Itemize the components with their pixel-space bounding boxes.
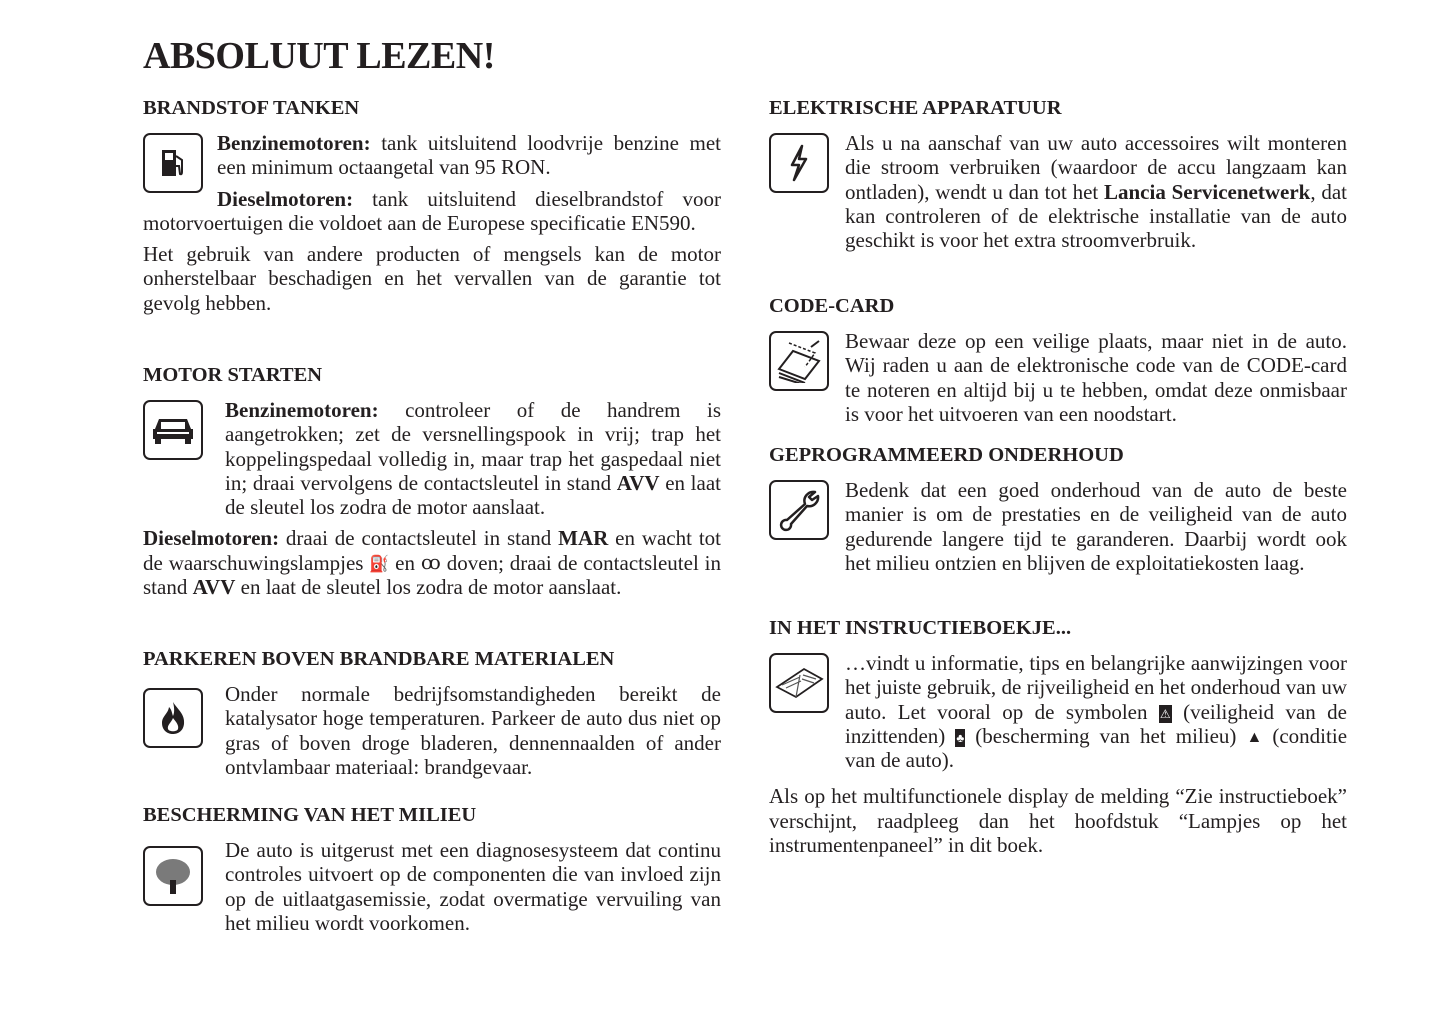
section-heading: MOTOR STARTEN [143, 364, 323, 386]
section-heading: BESCHERMING VAN HET MILIEU [143, 804, 477, 826]
section-electrical: ELEKTRISCHE APPARATUUR Als u na aanschaf van uw auto accessoires wilt monteren die stroom verbruiken (waardoor de accu langzaam kan ontladen), wendt u dan tot het Lancia Servicenetwerk, dat kan controleren of de elektrische installatie van de auto geschikt is voor het extra stroomverbruik. [769, 97, 1348, 253]
fuel-pump-icon [143, 133, 203, 193]
section-heading: BRANDSTOF TANKEN [143, 97, 360, 119]
section-code-card: CODE-CARD Bewaar deze op een veilige plaats, maar niet in de auto. Wij raden u aan de elektronische code van de CODE-card te noteren en altijd bij u te hebben, omdat deze onmisbaar is voor het uitvoeren van een noodstart. [769, 295, 1347, 426]
section-heading: IN HET INSTRUCTIEBOEKJE... [769, 617, 1072, 639]
section-environment: BESCHERMING VAN HET MILIEU De auto is uitgerust met een diagnosesysteem dat continu controles uitvoert op de componenten die van invloed zijn op de uitlaatgasemissie, zodat overmatige vervuiling van het milieu wordt voorkomen. [143, 804, 721, 935]
page-title: ABSOLUUT LEZEN! [143, 35, 495, 77]
environment-tree-icon: ♣ [956, 730, 965, 745]
tree-icon [143, 846, 203, 906]
car-condition-icon: ▲ [1246, 728, 1263, 746]
preheat-coil-icon: ꝏ [420, 551, 441, 574]
section-start: MOTOR STARTEN Benzinemotoren: controleer of de handrem is aangetrokken; zet de versnellingspook in vrij; trap het koppelingspedaal volledig in, maar trap het gaspedaal niet in; draai vervolgens de contactsleutel in stand AVV en laat de sleutel los zodra de motor aanslaat. Dieselmotoren: draai de contactsleutel in stand MAR en wacht tot de waarschuwingslampjes ⛽ en ꝏ doven; draai de contactsleutel in stand AVV en laat de sleutel los zodra de motor aanslaat. [143, 364, 722, 600]
section-heading: PARKEREN BOVEN BRANDBARE MATERIALEN [143, 648, 615, 670]
section-fuel: BRANDSTOF TANKEN Benzinemotoren: tank uitsluitend loodvrije benzine met een minimum octaangetal van 95 RON. Dieselmotoren: tank uitsluitend dieselbrandstof voor motorvoertuigen die voldoet aan de Europese specificatie EN590. Het gebruik van andere producten of mengsels kan de motor onherstelbaar beschadigen en het vervallen van de garantie tot gevolg hebben. [143, 97, 721, 315]
section-heading: GEPROGRAMMEERD ONDERHOUD [769, 444, 1124, 466]
safety-warning-icon: ⚠ [1159, 706, 1171, 721]
section-parking: PARKEREN BOVEN BRANDBARE MATERIALEN Onder normale bedrijfsomstandigheden bereikt de katalysator hoge temperaturen. Parkeer de auto dus niet op gras of boven droge bladeren, dennennaalden of ander ontvlambaar materiaal: brandgevaar. [143, 648, 721, 779]
section-heading: ELEKTRISCHE APPARATUUR [769, 97, 1062, 119]
section-instruction-book: IN HET INSTRUCTIEBOEKJE... …vindt u informatie, tips en belangrijke aanwijzingen voor het juiste gebruik, de rijveiligheid en het onderhoud van uw auto. Let vooral op de symbolen ⚠ (veiligheid van de inzittenden) ♣ (bescherming van het milieu) ▲ (conditie van de auto). Als op het multifunctionele display de melding “Zie instructieboek” verschijnt, raadpleeg dan het hoofdstuk “Lampjes op het instrumentenpaneel” in dit boek. [769, 617, 1348, 858]
wrench-icon [769, 480, 829, 540]
fire-icon [143, 688, 203, 748]
car-front-icon [143, 400, 203, 460]
code-card-icon [769, 331, 829, 391]
glow-plug-warning-icon: ⛽ [369, 555, 390, 573]
section-heading: CODE-CARD [769, 295, 895, 317]
open-book-icon [769, 653, 829, 713]
section-maintenance: GEPROGRAMMEERD ONDERHOUD Bedenk dat een goed onderhoud van de auto de beste manier is om de prestaties en de veiligheid van de auto gedurende langere tijd te garanderen. Daarbij wordt ook het milieu ontzien en blijven de exploitatiekosten laag. [769, 444, 1347, 575]
lightning-icon [769, 133, 829, 193]
